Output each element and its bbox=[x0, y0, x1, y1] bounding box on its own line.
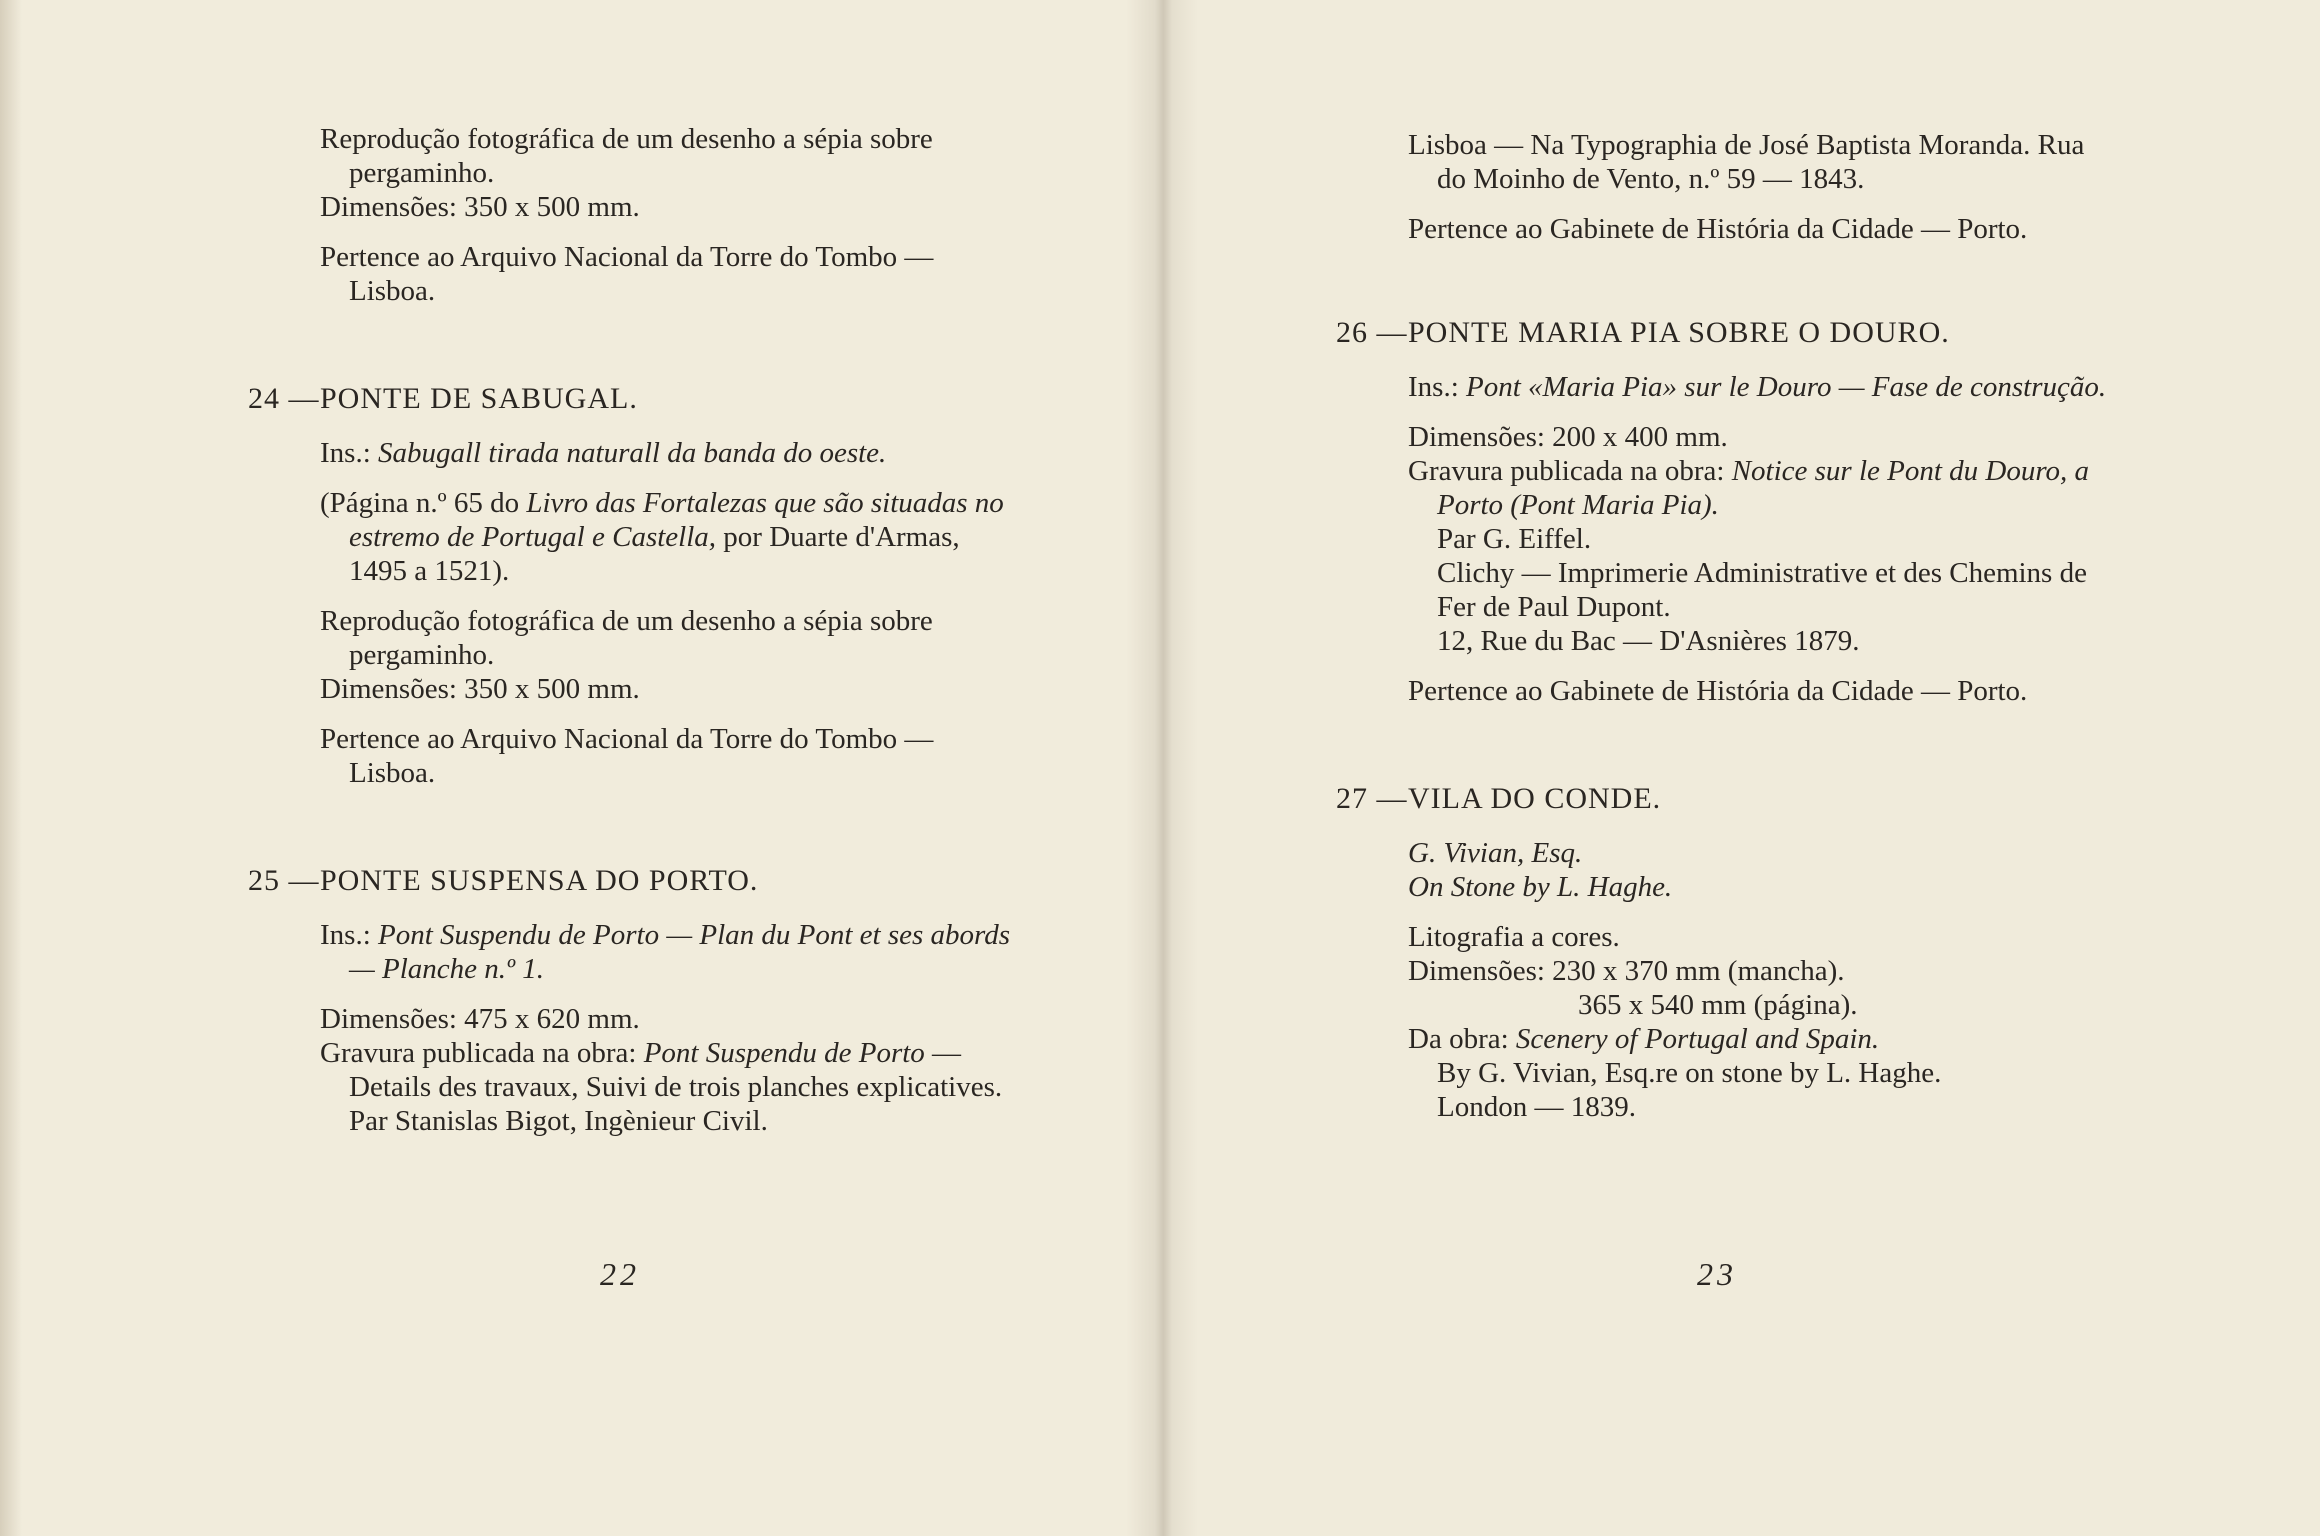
entry-number: 24 — bbox=[248, 382, 320, 415]
entry-number: 25 — bbox=[248, 864, 320, 897]
dimensions: Dimensões: 350 x 500 mm. bbox=[320, 673, 640, 705]
entry-heading bbox=[248, 382, 1020, 416]
right-page-content bbox=[1336, 128, 2108, 1124]
lithographer-credit: On Stone by L. Haghe. bbox=[1408, 871, 1673, 903]
imprint-note: Lisboa — Na Typographia de José Baptista Moranda. Rua do Moinho de Vento, n.º 59 — 1843. bbox=[1408, 129, 2085, 195]
entry-title: PONTE SUSPENSA DO PORTO. bbox=[320, 864, 759, 897]
inscription: Ins.: Sabugall tirada naturall da banda do oeste. bbox=[320, 437, 887, 469]
inscription-text: Pont «Maria Pia» sur le Douro — Fase de construção. bbox=[1466, 371, 2107, 403]
publication-title: Notice sur le Pont du Douro, a Porto (Pont Maria Pia). bbox=[1437, 455, 2090, 521]
technique: Litografia a cores. bbox=[1408, 921, 1620, 953]
owner-note: Pertence ao Gabinete de História da Cidade — Porto. bbox=[1408, 213, 2028, 245]
inscription-text: Pont Suspendu de Porto — Plan du Pont et ses abords — Planche n.º 1. bbox=[349, 919, 1011, 985]
publication-note: Gravura publicada na obra: Notice sur le Pont du Douro, a Porto (Pont Maria Pia). bbox=[1408, 455, 2090, 521]
entry-title: VILA DO CONDE. bbox=[1408, 782, 1662, 815]
author-note: Par G. Eiffel. bbox=[1437, 523, 1592, 555]
page-number: 23 bbox=[1697, 1256, 1737, 1292]
dimensions-page: 365 x 540 mm (página). bbox=[1578, 989, 1858, 1021]
left-page-content bbox=[248, 122, 1020, 1138]
artist-credit: G. Vivian, Esq. bbox=[1408, 837, 1583, 869]
entry-title: PONTE DE SABUGAL. bbox=[320, 382, 638, 415]
dimensions: Dimensões: 200 x 400 mm. bbox=[1408, 421, 1728, 453]
inscription: Ins.: Pont Suspendu de Porto — Plan du Pont et ses abords — Planche n.º 1. bbox=[320, 919, 1011, 985]
book-gutter bbox=[1126, 0, 1198, 1536]
dimensions: Dimensões: 475 x 620 mm. bbox=[320, 1003, 640, 1035]
address-note: 12, Rue du Bac — D'Asnières 1879. bbox=[1437, 625, 1860, 657]
owner-note: Pertence ao Gabinete de História da Cidade — Porto. bbox=[1408, 675, 2028, 707]
inscription: Ins.: Pont «Maria Pia» sur le Douro — Fase de construção. bbox=[1408, 371, 2107, 403]
publication-title: Pont Suspendu de Porto bbox=[643, 1037, 925, 1069]
byline: By G. Vivian, Esq.re on stone by L. Haghe. bbox=[1437, 1057, 1942, 1089]
source-note: Da obra: Scenery of Portugal and Spain. bbox=[1408, 1023, 1880, 1055]
printer-note: Clichy — Imprimerie Administrative et des Chemins de Fer de Paul Dupont. bbox=[1437, 557, 2087, 623]
entry-heading bbox=[1336, 316, 2108, 350]
entry-title: PONTE MARIA PIA SOBRE O DOURO. bbox=[1408, 316, 1950, 349]
source-title: Scenery of Portugal and Spain. bbox=[1515, 1023, 1880, 1055]
owner-note: Pertence ao Arquivo Nacional da Torre do Tombo — Lisboa. bbox=[320, 241, 934, 307]
page-number: 22 bbox=[600, 1256, 640, 1292]
catalog-entry-27 bbox=[1336, 782, 2108, 1124]
source-title: Livro das Fortalezas que são situadas no estremo de Portugal e Castella, bbox=[349, 487, 1004, 553]
source-note: (Página n.º 65 do Livro das Fortalezas que são situadas no estremo de Portugal e Castella, por Duarte d'Armas, 1495 a 1521). bbox=[320, 487, 1004, 587]
entry-heading bbox=[1336, 782, 2108, 816]
place-date: London — 1839. bbox=[1437, 1091, 1636, 1123]
owner-note: Pertence ao Arquivo Nacional da Torre do Tombo — Lisboa. bbox=[320, 723, 934, 789]
entry-number: 27 — bbox=[1336, 782, 1408, 815]
catalog-entry-26 bbox=[1336, 316, 2108, 708]
reproduction-note: Reprodução fotográfica de um desenho a sépia sobre pergaminho. bbox=[320, 605, 933, 671]
dimensions: Dimensões: 230 x 370 mm (mancha). bbox=[1408, 955, 1845, 987]
catalog-entry-24 bbox=[248, 382, 1020, 790]
publication-note: Gravura publicada na obra: Pont Suspendu de Porto — Details des travaux, Suivi de trois planches explicatives. Par Stanislas Bigot, Ingènieur Civil. bbox=[320, 1037, 1003, 1137]
dimensions: Dimensões: 350 x 500 mm. bbox=[320, 191, 640, 223]
entry-number: 26 — bbox=[1336, 316, 1408, 349]
inscription-text: Sabugall tirada naturall da banda do oeste. bbox=[378, 437, 887, 469]
page-edge-shadow bbox=[0, 0, 22, 1536]
reproduction-note: Reprodução fotográfica de um desenho a sépia sobre pergaminho. bbox=[320, 123, 933, 189]
entry-heading bbox=[248, 864, 1020, 898]
catalog-entry-25 bbox=[248, 864, 1020, 1138]
